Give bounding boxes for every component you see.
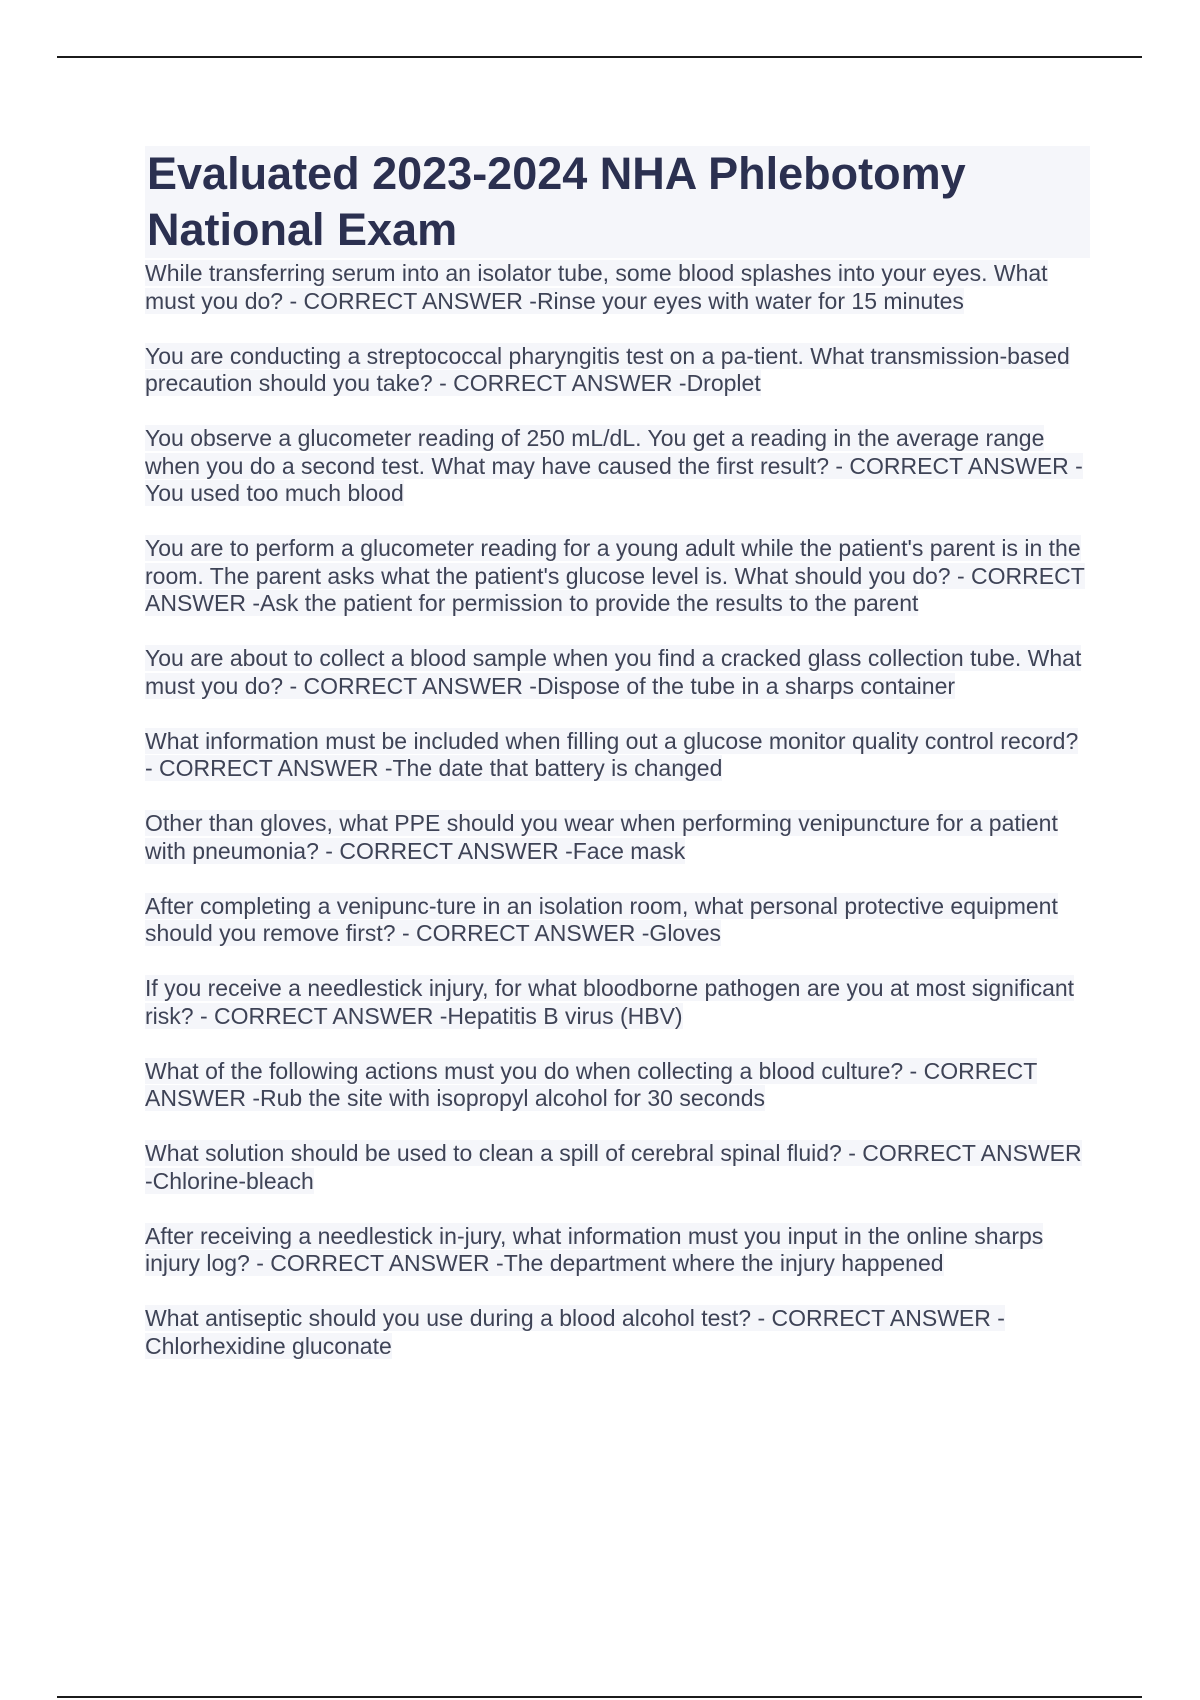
qa-item-12 [145, 1223, 1090, 1278]
qa-list [145, 260, 1090, 1360]
qa-item-4 [145, 535, 1090, 618]
qa-item-2 [145, 343, 1090, 398]
document-body [145, 146, 1090, 1360]
qa-item-10 [145, 1058, 1090, 1113]
qa-item-text: What of the following actions must you do when collecting a blood culture? - CORRECT ANSWER -Rub the site with isopropyl alcohol for 30 seconds [145, 1057, 1038, 1111]
qa-item-1 [145, 260, 1090, 315]
qa-item-13 [145, 1305, 1090, 1360]
qa-item-11 [145, 1140, 1090, 1195]
qa-item-text: What antiseptic should you use during a blood alcohol test? - CORRECT ANSWER -Chlorhexidine gluconate [145, 1305, 1005, 1359]
qa-item-3 [145, 425, 1090, 508]
header-rule [57, 56, 1142, 58]
qa-item-text: If you receive a needlestick injury, for what bloodborne pathogen are you at most significant risk? - CORRECT ANSWER -Hepatitis B virus (HBV) [145, 975, 1075, 1029]
qa-item-6 [145, 728, 1090, 783]
qa-item-7 [145, 810, 1090, 865]
qa-item-text: Other than gloves, what PPE should you wear when performing venipuncture for a patient with pneumonia? - CORRECT ANSWER -Face mask [145, 810, 1058, 864]
qa-item-5 [145, 645, 1090, 700]
qa-item-text: What information must be included when filling out a glucose monitor quality control record? - CORRECT ANSWER -The date that battery is changed [145, 727, 1079, 781]
document-title: Evaluated 2023-2024 NHA Phlebotomy National Exam [145, 146, 1090, 258]
qa-item-text: While transferring serum into an isolator tube, some blood splashes into your eyes. What must you do? - CORRECT ANSWER -Rinse your eyes with water for 15 minutes [145, 260, 1048, 314]
qa-item-text: You observe a glucometer reading of 250 mL/dL. You get a reading in the average range when you do a second test. What may have caused the first result? - CORRECT ANSWER -You used too much blood [145, 425, 1083, 506]
qa-item-text: What solution should be used to clean a spill of cerebral spinal fluid? - CORRECT ANSWER -Chlorine-bleach [145, 1140, 1082, 1194]
qa-item-text: After completing a venipunc-ture in an isolation room, what personal protective equipment should you remove first? - CORRECT ANSWER -Gloves [145, 892, 1058, 946]
qa-item-text: After receiving a needlestick in-jury, what information must you input in the online sharps injury log? - CORRECT ANSWER -The department where the injury happened [145, 1222, 1044, 1276]
qa-item-text: You are conducting a streptococcal pharyngitis test on a pa-tient. What transmission-based precaution should you take? - CORRECT ANSWER -Droplet [145, 342, 1070, 396]
qa-item-text: You are to perform a glucometer reading for a young adult while the patient's parent is in the room. The parent asks what the patient's glucose level is. What should you do? - CORRECT ANSWER -Ask the patient for permission to provide the results to the parent [145, 535, 1085, 616]
qa-item-text: You are about to collect a blood sample when you find a cracked glass collection tube. What must you do? - CORRECT ANSWER -Dispose of the tube in a sharps container [145, 645, 1082, 699]
footer-rule [57, 1696, 1142, 1698]
qa-item-8 [145, 893, 1090, 948]
qa-item-9 [145, 975, 1090, 1030]
